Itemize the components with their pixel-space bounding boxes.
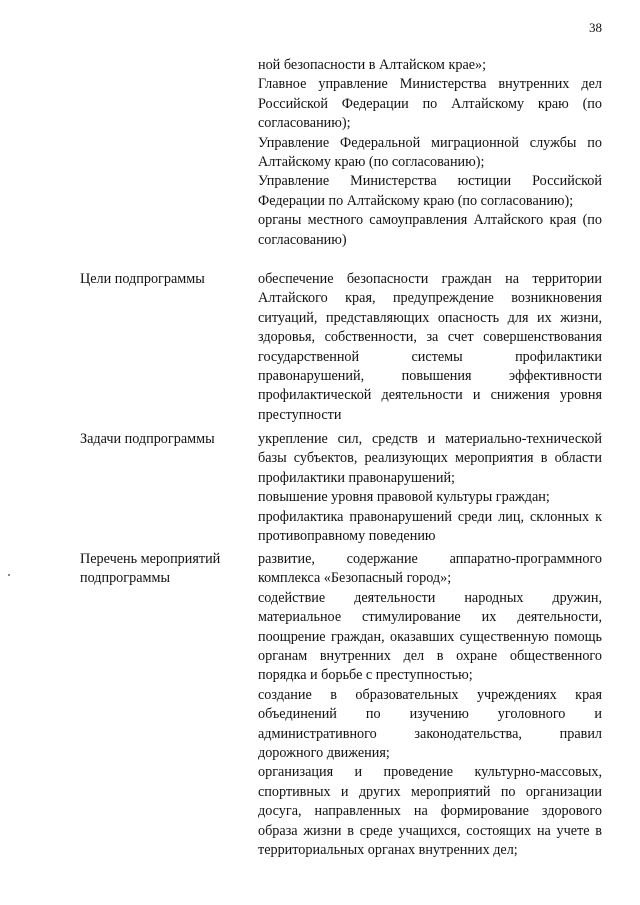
- paragraph: создание в образовательных учреждениях края объединений по изучению уголовного и административного законодательства, правил дорожного движения;: [258, 686, 602, 762]
- paragraph: содействие деятельности народных дружин, материальное стимулирование их деятельности, поощрение граждан, оказавших существенную помощь органам внутренних дел в охране общественного порядка и борьбе с преступностью;: [258, 589, 602, 684]
- row-content: [258, 550, 602, 861]
- paragraph: Главное управление Министерства внутренних дел Российской Федерации по Алтайскому краю (по согласованию);: [258, 76, 602, 132]
- row-goals: [0, 270, 640, 430]
- row-content: [258, 430, 602, 546]
- paragraph: Управление Федеральной миграционной службы по Алтайскому краю (по согласованию);: [258, 134, 602, 171]
- page-number: 38: [589, 20, 602, 35]
- paragraph: развитие, содержание аппаратно-программного комплекса «Безопасный город»;: [258, 551, 602, 587]
- row-content: [258, 270, 602, 425]
- paragraph: обеспечение безопасности граждан на территории Алтайского края, предупреждение возникновения ситуаций, представляющих опасность для их жизни, здоровья, собственности, за счет совершенствования государственной системы профилактики правонарушений, повышения эффективности профилактической деятельности и снижения уровня преступности: [258, 271, 602, 423]
- paragraph: укрепление сил, средств и материально-технической базы субъектов, реализующих мероприятия в области профилактики правонарушений;: [258, 431, 602, 486]
- row-label: Задачи подпрограммы: [80, 431, 215, 447]
- row-executors: [0, 56, 640, 270]
- row-tasks: [0, 430, 640, 550]
- document-body: [0, 56, 640, 861]
- paragraph: Управление Министерства юстиции Российской Федерации по Алтайскому краю (по согласованию);: [258, 173, 602, 209]
- paragraph: организация и проведение культурно-массовых, спортивных и других мероприятий по организации досуга, направленных на формирование здорового образа жизни в среде учащихся, состоящих на учете в территориальных органах внутренних дел;: [258, 764, 602, 859]
- row-content: [258, 56, 602, 250]
- scan-speck: [8, 574, 10, 576]
- paragraph: ной безопасности в Алтайском крае»;: [258, 57, 487, 73]
- paragraph: профилактика правонарушений среди лиц, склонных к противоправному поведению: [258, 508, 602, 545]
- row-label: Цели подпрограммы: [80, 271, 205, 287]
- paragraph: органы местного самоуправления Алтайского края (по согласованию): [258, 212, 602, 248]
- row-activities: [0, 550, 640, 861]
- row-label: Перечень мероприятий подпрограммы: [80, 551, 221, 587]
- paragraph: повышение уровня правовой культуры граждан;: [258, 489, 550, 506]
